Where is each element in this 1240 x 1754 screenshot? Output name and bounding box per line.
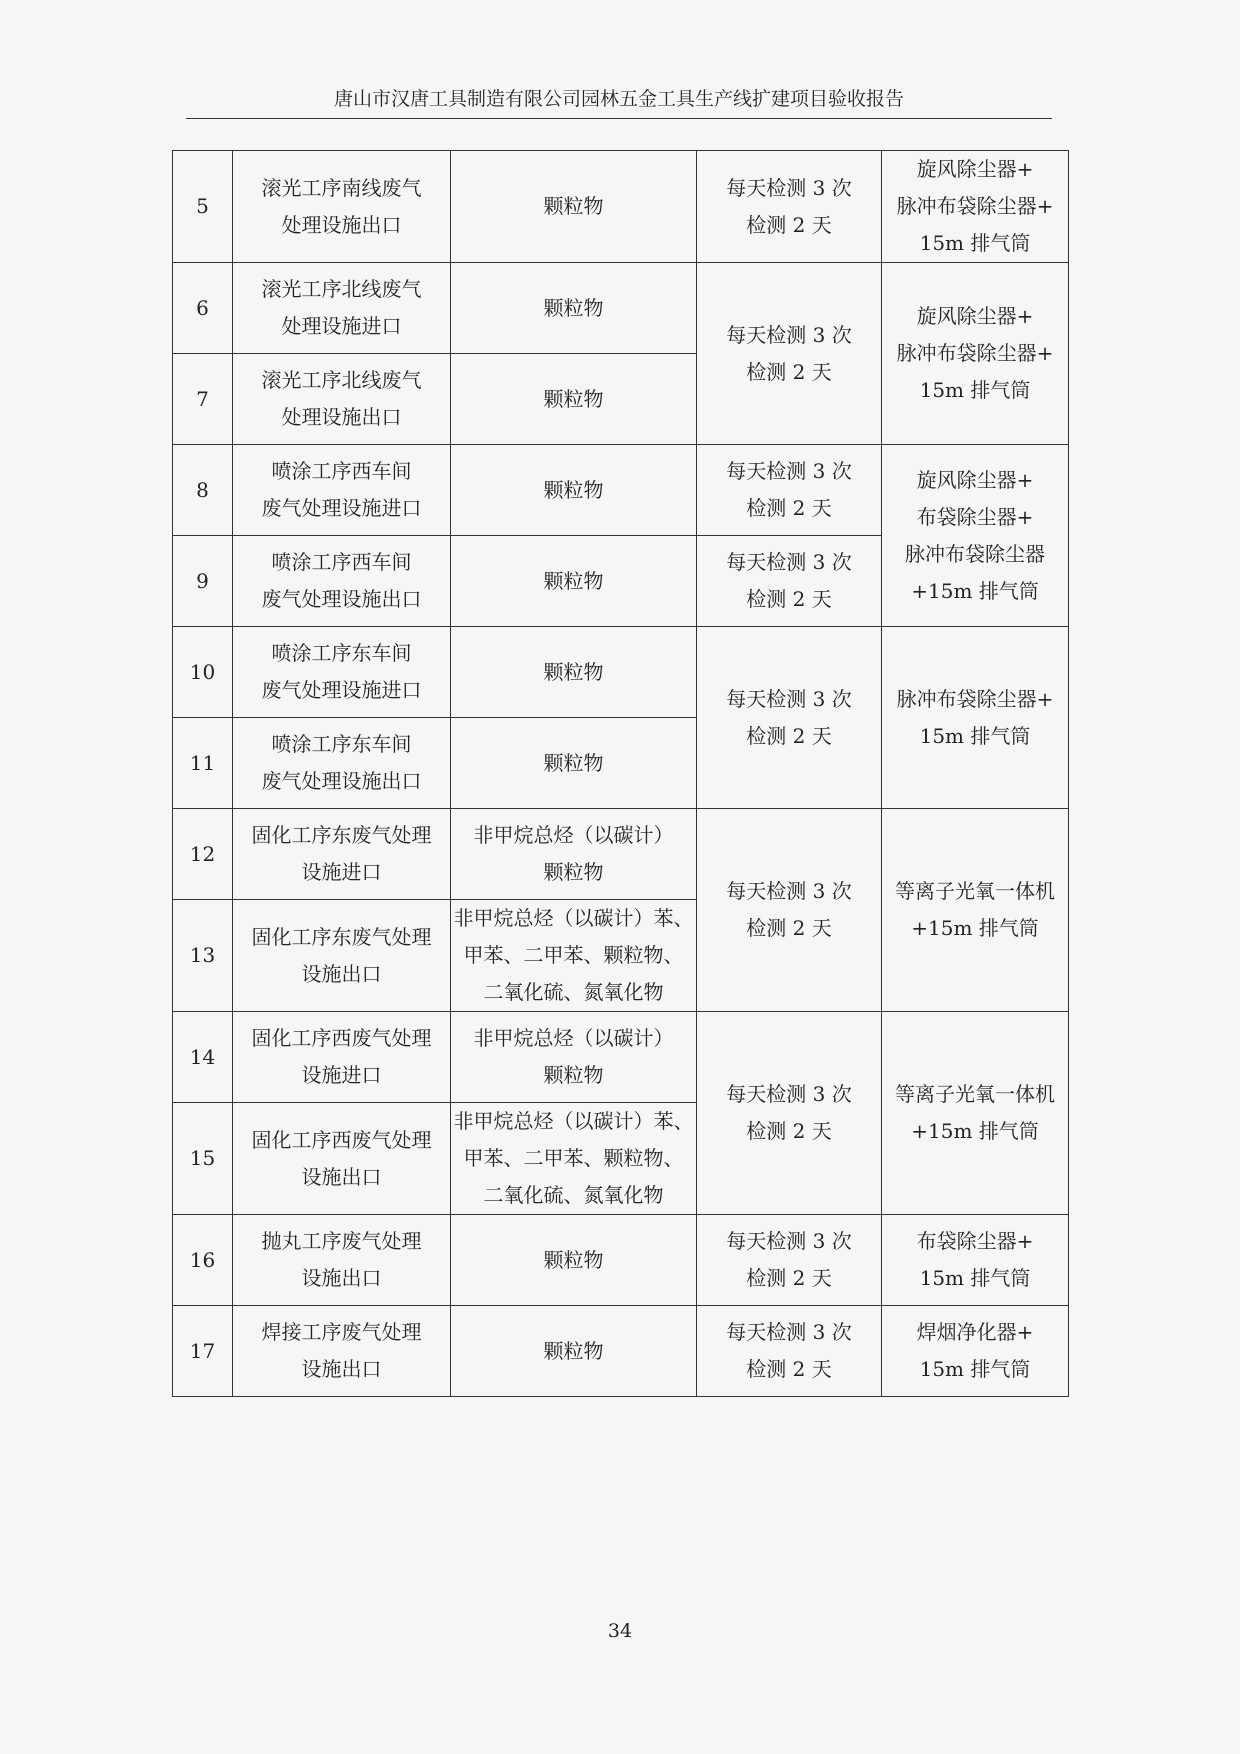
monitoring-frequency: 每天检测 3 次 检测 2 天 bbox=[697, 627, 882, 809]
row-number: 14 bbox=[173, 1012, 233, 1103]
row-number: 13 bbox=[173, 900, 233, 1012]
monitoring-item: 颗粒物 bbox=[451, 627, 697, 718]
sampling-location: 喷涂工序东车间 废气处理设施出口 bbox=[233, 718, 451, 809]
monitoring-frequency: 每天检测 3 次 检测 2 天 bbox=[697, 1215, 882, 1306]
treatment-facility: 旋风除尘器+ 布袋除尘器+ 脉冲布袋除尘器 +15m 排气筒 bbox=[882, 445, 1069, 627]
row-number: 5 bbox=[173, 151, 233, 263]
sampling-location: 固化工序东废气处理 设施出口 bbox=[233, 900, 451, 1012]
monitoring-item: 颗粒物 bbox=[451, 151, 697, 263]
sampling-location: 固化工序西废气处理 设施进口 bbox=[233, 1012, 451, 1103]
sampling-location: 抛丸工序废气处理 设施出口 bbox=[233, 1215, 451, 1306]
sampling-location: 滚光工序北线废气 处理设施出口 bbox=[233, 354, 451, 445]
treatment-facility: 旋风除尘器+ 脉冲布袋除尘器+ 15m 排气筒 bbox=[882, 151, 1069, 263]
table-row bbox=[173, 809, 1069, 900]
row-number: 8 bbox=[173, 445, 233, 536]
table-row bbox=[173, 151, 1069, 263]
row-number: 17 bbox=[173, 1306, 233, 1397]
sampling-location: 喷涂工序东车间 废气处理设施进口 bbox=[233, 627, 451, 718]
monitoring-frequency: 每天检测 3 次 检测 2 天 bbox=[697, 1012, 882, 1215]
monitoring-item: 颗粒物 bbox=[451, 718, 697, 809]
monitoring-item: 颗粒物 bbox=[451, 1306, 697, 1397]
sampling-location: 滚光工序南线废气 处理设施出口 bbox=[233, 151, 451, 263]
treatment-facility: 布袋除尘器+ 15m 排气筒 bbox=[882, 1215, 1069, 1306]
table-row bbox=[173, 1306, 1069, 1397]
sampling-location: 滚光工序北线废气 处理设施进口 bbox=[233, 263, 451, 354]
row-number: 15 bbox=[173, 1103, 233, 1215]
monitoring-frequency: 每天检测 3 次 检测 2 天 bbox=[697, 445, 882, 536]
row-number: 7 bbox=[173, 354, 233, 445]
row-number: 16 bbox=[173, 1215, 233, 1306]
monitoring-item: 非甲烷总烃（以碳计） 颗粒物 bbox=[451, 1012, 697, 1103]
page-number: 34 bbox=[607, 1620, 633, 1642]
table-row bbox=[173, 263, 1069, 354]
monitoring-table bbox=[172, 150, 1069, 1397]
treatment-facility: 等离子光氧一体机 +15m 排气筒 bbox=[882, 809, 1069, 1012]
monitoring-frequency: 每天检测 3 次 检测 2 天 bbox=[697, 536, 882, 627]
monitoring-item: 颗粒物 bbox=[451, 1215, 697, 1306]
row-number: 12 bbox=[173, 809, 233, 900]
monitoring-item: 非甲烷总烃（以碳计） 颗粒物 bbox=[451, 809, 697, 900]
monitoring-frequency: 每天检测 3 次 检测 2 天 bbox=[697, 151, 882, 263]
sampling-location: 固化工序西废气处理 设施出口 bbox=[233, 1103, 451, 1215]
row-number: 6 bbox=[173, 263, 233, 354]
row-number: 11 bbox=[173, 718, 233, 809]
treatment-facility: 等离子光氧一体机 +15m 排气筒 bbox=[882, 1012, 1069, 1215]
treatment-facility: 焊烟净化器+ 15m 排气筒 bbox=[882, 1306, 1069, 1397]
table-row bbox=[173, 627, 1069, 718]
monitoring-item: 颗粒物 bbox=[451, 354, 697, 445]
treatment-facility: 旋风除尘器+ 脉冲布袋除尘器+ 15m 排气筒 bbox=[882, 263, 1069, 445]
monitoring-frequency: 每天检测 3 次 检测 2 天 bbox=[697, 1306, 882, 1397]
table-row bbox=[173, 1215, 1069, 1306]
monitoring-item: 非甲烷总烃（以碳计）苯、 甲苯、二甲苯、颗粒物、 二氧化硫、氮氧化物 bbox=[451, 1103, 697, 1215]
monitoring-frequency: 每天检测 3 次 检测 2 天 bbox=[697, 809, 882, 1012]
row-number: 9 bbox=[173, 536, 233, 627]
page-header: 唐山市汉唐工具制造有限公司园林五金工具生产线扩建项目验收报告 bbox=[186, 86, 1052, 119]
sampling-location: 喷涂工序西车间 废气处理设施出口 bbox=[233, 536, 451, 627]
sampling-location: 喷涂工序西车间 废气处理设施进口 bbox=[233, 445, 451, 536]
treatment-facility: 脉冲布袋除尘器+ 15m 排气筒 bbox=[882, 627, 1069, 809]
monitoring-item: 颗粒物 bbox=[451, 536, 697, 627]
table-row bbox=[173, 445, 1069, 536]
table-row bbox=[173, 1012, 1069, 1103]
monitoring-item: 颗粒物 bbox=[451, 445, 697, 536]
sampling-location: 固化工序东废气处理 设施进口 bbox=[233, 809, 451, 900]
monitoring-item: 颗粒物 bbox=[451, 263, 697, 354]
monitoring-frequency: 每天检测 3 次 检测 2 天 bbox=[697, 263, 882, 445]
sampling-location: 焊接工序废气处理 设施出口 bbox=[233, 1306, 451, 1397]
monitoring-item: 非甲烷总烃（以碳计）苯、 甲苯、二甲苯、颗粒物、 二氧化硫、氮氧化物 bbox=[451, 900, 697, 1012]
row-number: 10 bbox=[173, 627, 233, 718]
